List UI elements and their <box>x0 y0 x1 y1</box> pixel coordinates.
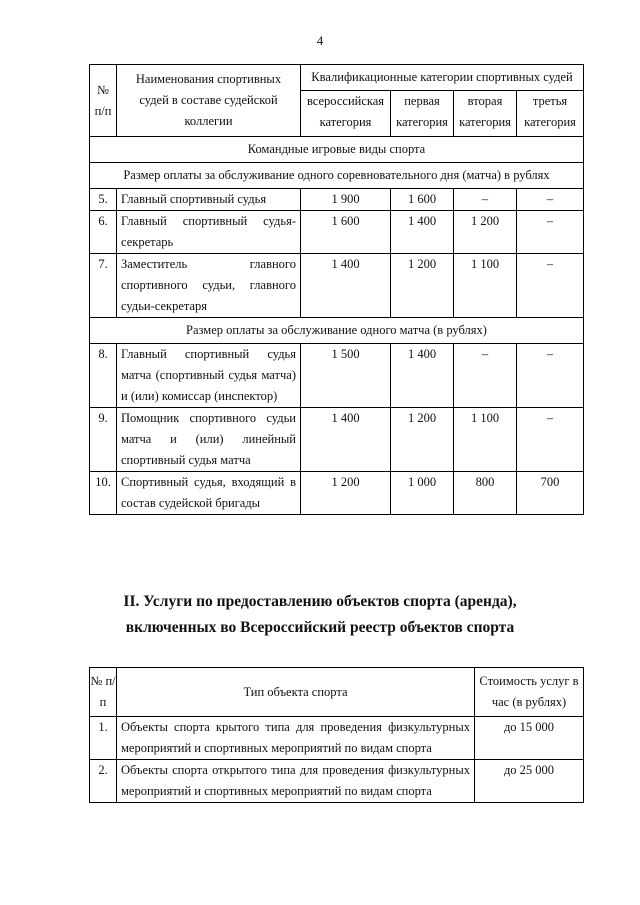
header-num: № п/п <box>90 65 117 137</box>
row-value: 1 400 <box>391 211 454 254</box>
page-number: 4 <box>316 33 324 48</box>
row-name: Заместитель главного спортивного судьи, главного судьи-секретаря <box>117 254 301 318</box>
row-value: – <box>517 344 584 408</box>
row-num: 9. <box>90 408 117 472</box>
header-category: всероссийская категория <box>301 90 391 136</box>
header-category: третья категория <box>517 90 584 136</box>
table-row <box>90 189 584 211</box>
header-row <box>90 668 584 717</box>
row-num: 5. <box>90 189 117 211</box>
table-row <box>90 211 584 254</box>
row-name: Главный спортивный судья матча (спортивный судья матча) и (или) комиссар (инспектор) <box>117 344 301 408</box>
table-row <box>90 717 584 760</box>
row-num: 2. <box>90 760 117 803</box>
row-num: 8. <box>90 344 117 408</box>
row-value: – <box>517 408 584 472</box>
row-value: 1 500 <box>301 344 391 408</box>
row-name: Спортивный судья, входящий в состав судейской бригады <box>117 472 301 515</box>
row-type: Объекты спорта открытого типа для проведения физкультурных мероприятий и спортивных мероприятий по видам спорта <box>117 760 475 803</box>
table-row <box>90 408 584 472</box>
header-name: Наименования спортивных судей в составе судейской коллегии <box>117 65 301 137</box>
row-cost: до 15 000 <box>475 717 584 760</box>
table-row <box>90 344 584 408</box>
section-row <box>90 137 584 163</box>
row-value: 1 200 <box>391 254 454 318</box>
row-num: 6. <box>90 211 117 254</box>
row-value: – <box>454 344 517 408</box>
row-value: 1 400 <box>301 254 391 318</box>
row-value: 1 200 <box>301 472 391 515</box>
row-value: – <box>517 211 584 254</box>
table-row <box>90 472 584 515</box>
row-value: 1 100 <box>454 254 517 318</box>
row-name: Главный спортивный судья <box>117 189 301 211</box>
row-value: 1 000 <box>391 472 454 515</box>
header-type: Тип объекта спорта <box>117 668 475 717</box>
row-value: – <box>517 254 584 318</box>
row-value: 1 400 <box>391 344 454 408</box>
row-num: 10. <box>90 472 117 515</box>
row-value: 1 100 <box>454 408 517 472</box>
section-title: Командные игровые виды спорта <box>90 137 584 163</box>
row-name: Помощник спортивного судьи матча и (или) линейный спортивный судья матча <box>117 408 301 472</box>
row-type: Объекты спорта крытого типа для проведения физкультурных мероприятий и спортивных мероприятий по видам спорта <box>117 717 475 760</box>
row-name: Главный спортивный судья-секретарь <box>117 211 301 254</box>
header-category: вторая категория <box>454 90 517 136</box>
row-value: 1 600 <box>301 211 391 254</box>
row-value: – <box>454 189 517 211</box>
subsection-row <box>90 318 584 344</box>
header-cost: Стоимость услуг в час (в рублях) <box>475 668 584 717</box>
table-row <box>90 254 584 318</box>
row-cost: до 25 000 <box>475 760 584 803</box>
row-num: 1. <box>90 717 117 760</box>
subsection-row <box>90 163 584 189</box>
table-row <box>90 760 584 803</box>
subsection-day-title: Размер оплаты за обслуживание одного соревновательного дня (матча) в рублях <box>90 163 584 189</box>
header-qualification: Квалификационные категории спортивных судей <box>301 65 584 91</box>
section-2-heading-line2: включенных во Всероссийский реестр объектов спорта <box>125 619 515 636</box>
section-2-heading <box>0 589 640 641</box>
referee-rates-table <box>89 64 584 515</box>
header-category: первая категория <box>391 90 454 136</box>
row-value: 700 <box>517 472 584 515</box>
header-num: № п/п <box>90 668 117 717</box>
section-2-heading-line1: II. Услуги по предоставлению объектов спорта (аренда), <box>123 593 517 610</box>
row-value: 1 200 <box>391 408 454 472</box>
row-value: 1 600 <box>391 189 454 211</box>
row-value: 1 200 <box>454 211 517 254</box>
header-row <box>90 65 584 91</box>
row-num: 7. <box>90 254 117 318</box>
row-value: 1 400 <box>301 408 391 472</box>
sport-objects-table <box>89 667 584 803</box>
row-value: – <box>517 189 584 211</box>
row-value: 800 <box>454 472 517 515</box>
subsection-match-title: Размер оплаты за обслуживание одного матча (в рублях) <box>90 318 584 344</box>
row-value: 1 900 <box>301 189 391 211</box>
